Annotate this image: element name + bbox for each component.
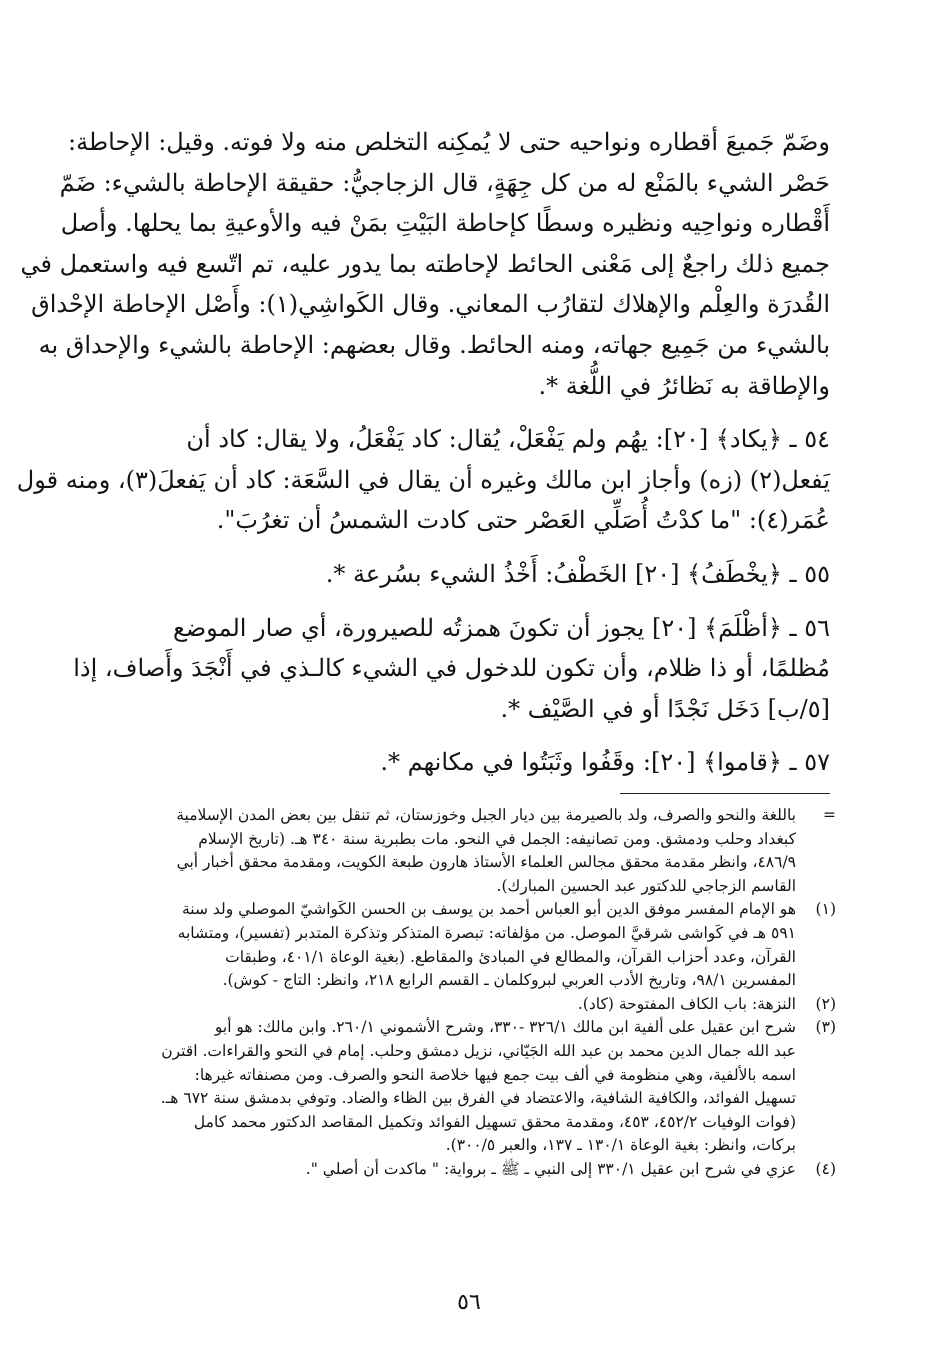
text-line: يَفعل(٢) (زه) وأجاز ابن مالك وغيره أن يقال في السَّعَة: كاد أن يَفعلَ(٣)، ومنه قول bbox=[16, 465, 830, 494]
footnote-3 bbox=[102, 1016, 836, 1158]
text-line: ٥٧ ـ ﴿قاموا﴾ [٢٠]: وقَفُوا وثَبَتُوا في مكانهم *. bbox=[380, 748, 830, 777]
page-number: ٥٦ bbox=[457, 1290, 481, 1315]
footnote-line: القاسم الزجاجي للدكتور عبد الحسين المبارك). bbox=[496, 876, 796, 895]
text-line: ٥٦ ـ ﴿أظْلَمَ﴾ [٢٠] يجوز أن تكونَ همزتُه للصيرورة، أي صار الموضع bbox=[173, 613, 830, 642]
footnote-line: تسهيل الفوائد، والكافية الشافية، والاعتضاد في الفرق بين الظاء والضاد. وتوفي بدمشق سنة ٦٧٢ هـ. bbox=[160, 1089, 796, 1108]
footnote-line: عبد الله جمال الدين محمد بن عبد الله الجَيّاني، نزيل دمشق وحلب. إمام في النحو والقراءات. اقترن bbox=[161, 1041, 796, 1060]
footnote-line: باللغة والنحو والصرف، ولد بالصيرمة بين ديار الجبل وخوزستان، ثم تنقل بين بعض المدن الإسلامية bbox=[176, 806, 796, 824]
text-line: ٥٥ ـ ﴿يخْطَفُ﴾ [٢٠] الخَطْفُ: أَخْذُ الشيء بسُرعة *. bbox=[325, 559, 830, 588]
footnote-line: اسمه بالألفية، وهي منظومة في ألف بيت جمع فيها خلاصة النحو والصرف. ومن مصنفاته غيرها: bbox=[194, 1065, 796, 1084]
text-line: ٥٤ ـ ﴿يكاد﴾ [٢٠]: يهُم ولم يَفْعَلْ، يُقال: كاد يَفْعَلُ، ولا يقال: كاد أن bbox=[186, 425, 830, 454]
entry-56 bbox=[73, 608, 830, 730]
footnote-line: شرح ابن عقيل على ألفية ابن مالك ٣٢٦/١ -٣٣٠، وشرح الأشموني ٢٦٠/١. وابن مالك: هو أبو bbox=[214, 1018, 796, 1037]
text-line: أَقْطاره ونواحِيه ونظيره وسطًا كإحاطة البَيْتِ بمَنْ فيه والأوعيةِ بما يحلها. وأصل bbox=[60, 209, 830, 238]
footnote-line: بركات، وانظر: بغية الوعاة ١٣٠/١ ـ ١٣٧، والعبر ٣٠٠/٥). bbox=[445, 1136, 796, 1155]
footnote-line: كبغداد وحلب ودمشق. ومن تصانيفه: الجمل في النحو. مات بطبرية سنة ٣٤٠ هـ. (تاريخ الإسلام bbox=[198, 829, 796, 848]
footnote-marker: (٣) bbox=[815, 1018, 836, 1037]
footnotes-section bbox=[102, 804, 836, 1182]
text-line: والإطاقة به نَظائرُ في اللُّغة *. bbox=[538, 371, 830, 400]
footnote-4 bbox=[102, 1158, 836, 1182]
intro-paragraph bbox=[20, 122, 830, 406]
text-line: مُظلمًا، أو ذا ظلام، وأن تكون للدخول في الشيء كالـذي في أَنْجَدَ وأَصاف، إذا bbox=[73, 654, 830, 683]
footnote-line: القرآن، وعدد أحزاب القرآن، والمطالع في المبادئ والمقاطع. (بغية الوعاة ٤٠١/١، وطبقات bbox=[225, 947, 796, 966]
text-line: جميع ذلك راجعٌ إلى مَعْنى الحائط لإحاطته بما يدور عليه، تم اتّسع فيه واستعمل في bbox=[20, 249, 830, 278]
footnote-marker: (٢) bbox=[815, 994, 836, 1013]
footnote-line: ٤٨٦/٩، وانظر مقدمة محقق مجالس العلماء الأستاذ هارون طبعة الكويت، ومقدمة محقق أخبار أبي bbox=[176, 853, 796, 872]
text-line: وضَمّ جَميعَ أقطاره ونواحيه حتى لا يُمكِنه التخلص منه ولا فوته. وقيل: الإحاطة: bbox=[68, 128, 830, 156]
text-line: حَصْر الشيء بالمَنْع له من كل جِهَةٍ، قال الزجاجيُّ: حقيقة الإحاطة بالشيء: ضَمّ bbox=[59, 168, 830, 197]
text-line: عُمَر(٤): "ما كدْتُ أُصَلِّي العَصْر حتى كادت الشمسُ أن تغرُبَ". bbox=[216, 506, 830, 535]
footnote-2 bbox=[102, 993, 836, 1017]
footnote-line: ٥٩١ هـ في كَواشى شرقيَّ الموصل. من مؤلفاته: تبصرة المتذكر وتذكرة المتدبر (تفسير)، ومتشابه bbox=[177, 923, 796, 942]
entry-54 bbox=[16, 419, 830, 541]
footnote-1 bbox=[102, 898, 836, 992]
footnote-continuation bbox=[102, 804, 836, 898]
text-line: بالشيء من جَمِيع جهاته، ومنه الحائط. وقال بعضهم: الإحاطة بالشيء والإحداق به bbox=[38, 330, 830, 359]
footnote-line: المفسرين ٩٨/١، وتاريخ الأدب العربي لبروكلمان ـ القسم الرابع ٢١٨، وانظر: التاج - كوش). bbox=[222, 971, 796, 990]
text-line: [٥/ب] دَخَل نَجْدًا أو في الصَّيْف *. bbox=[500, 694, 830, 723]
footnote-marker: (٤) bbox=[815, 1159, 836, 1178]
entry-55 bbox=[106, 554, 830, 595]
footnote-line: النزهة: باب الكاف المفتوحة (كاد). bbox=[577, 994, 796, 1013]
footnote-separator bbox=[620, 793, 830, 794]
main-text-body bbox=[16, 122, 830, 783]
footnote-line: هو الإمام المفسر موفق الدين أبو العباس أحمد بن يوسف بن الحسن الكَواشيّ الموصلي ولد سنة bbox=[181, 900, 796, 919]
footnote-marker: = bbox=[823, 806, 836, 824]
footnote-line: (فوات الوفيات ٤٥٢/٢، ٤٥٣، ومقدمة محقق تسهيل الفوائد وتكميل المقاصد الدكتور محمد كامل bbox=[193, 1112, 796, 1131]
entry-57 bbox=[106, 742, 830, 783]
footnote-marker: (١) bbox=[815, 900, 836, 919]
footnote-line: عزي في شرح ابن عقيل ٣٣٠/١ إلى النبي ـ ﷺ ـ برواية: " ماكدت أن أصلي ". bbox=[305, 1159, 796, 1178]
text-line: القُدرَة والعِلْم والإهلاك لتقارُب المعاني. وقال الكَواشِي(١): وأَصْل الإحاطة الإحْداق bbox=[31, 290, 830, 319]
